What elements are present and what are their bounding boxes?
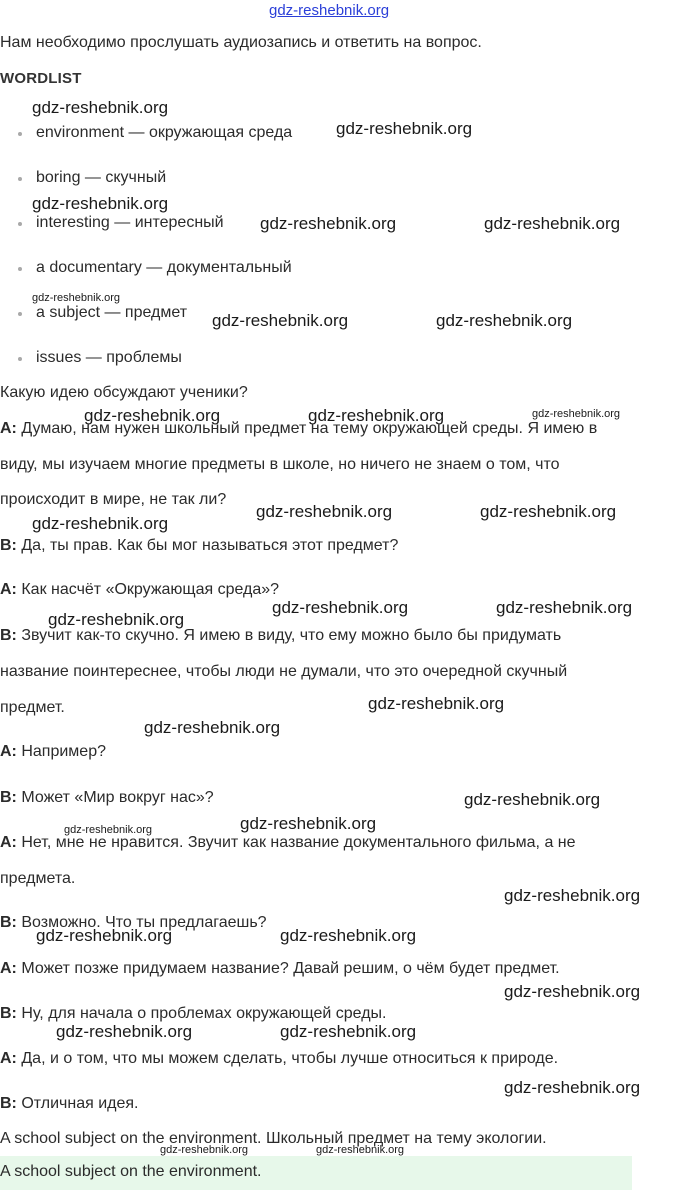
dialogue-text: название поинтереснее, чтобы люди не думали, что это очередной скучный [0,663,568,680]
wordlist-item: issues — проблемы [36,349,182,366]
watermark: gdz-reshebnik.org [32,98,169,117]
watermark: gdz-reshebnik.org [160,1144,249,1156]
dialogue-text: Может «Мир вокруг нас»? [21,789,214,806]
speaker-label: A: [0,1050,17,1067]
dialogue-text: Нет, мне не нравится. Звучит как название документального фильма, а не [21,834,576,851]
watermark: gdz-reshebnik.org [32,194,169,213]
watermark: gdz-reshebnik.org [212,311,349,330]
dialogue-text: виду, мы изучаем многие предметы в школе, но ничего не знаем о том, что [0,456,560,473]
dialogue-text: Ну, для начала о проблемах окружающей среды. [21,1005,387,1022]
watermark: gdz-reshebnik.org [32,292,121,304]
watermark: gdz-reshebnik.org [480,502,617,521]
dialogue-line [0,491,226,509]
dialogue-line [0,699,65,717]
watermark: gdz-reshebnik.org [504,982,641,1001]
bullet-icon [18,312,22,316]
dialogue-line [0,870,75,888]
watermark: gdz-reshebnik.org [308,406,445,425]
watermark: gdz-reshebnik.org [504,1078,641,1097]
dialogue-line [0,1095,139,1113]
watermark: gdz-reshebnik.org [272,598,409,617]
dialogue-line [0,663,567,681]
dialogue-line [0,789,214,807]
speaker-label: B: [0,789,17,806]
intro-text: Нам необходимо прослушать аудиозапись и ответить на вопрос. [0,34,482,51]
watermark: gdz-reshebnik.org [36,926,173,945]
dialogue-line [0,1050,558,1068]
wordlist-item: a subject — предмет [36,304,188,321]
watermark: gdz-reshebnik.org [280,926,417,945]
dialogue-text: предмет. [0,699,65,716]
watermark: gdz-reshebnik.org [484,214,621,233]
watermark: gdz-reshebnik.org [280,1022,417,1041]
speaker-label: B: [0,914,17,931]
translation-text: A school subject on the environment. Школьный предмет на тему экологии. [0,1130,547,1147]
wordlist-item: a documentary — документальный [36,259,292,276]
dialogue-line [0,834,576,852]
dialogue-text: Может позже придумаем название? Давай решим, о чём будет предмет. [21,960,560,977]
watermark: gdz-reshebnik.org [504,886,641,905]
watermark: gdz-reshebnik.org [56,1022,193,1041]
speaker-label: A: [0,834,17,851]
speaker-label: B: [0,627,17,644]
watermark: gdz-reshebnik.org [260,214,397,233]
bullet-icon [18,357,22,361]
watermark: gdz-reshebnik.org [32,514,169,533]
dialogue-line [0,537,398,555]
watermark: gdz-reshebnik.org [256,502,393,521]
dialogue-line [0,1005,386,1023]
dialogue-line [0,456,560,474]
dialogue-text: Например? [21,743,106,760]
bullet-icon [18,132,22,136]
watermark: gdz-reshebnik.org [368,694,505,713]
top-watermark-link[interactable]: gdz-reshebnik.org [269,2,390,19]
speaker-label: B: [0,537,17,554]
speaker-label: A: [0,581,17,598]
dialogue-text: Отличная идея. [21,1095,139,1112]
speaker-label: A: [0,420,17,437]
bullet-icon [18,222,22,226]
dialogue-text: Как насчёт «Окружающая среда»? [21,581,280,598]
wordlist-item: interesting — интересный [36,214,224,231]
speaker-label: B: [0,1005,17,1022]
watermark: gdz-reshebnik.org [64,824,153,836]
watermark: gdz-reshebnik.org [144,718,281,737]
dialogue-text: Звучит как-то скучно. Я имею в виду, что ему можно было бы придумать [21,627,562,644]
dialogue-line [0,960,560,978]
watermark: gdz-reshebnik.org [316,1144,405,1156]
speaker-label: A: [0,960,17,977]
bullet-icon [18,177,22,181]
watermark: gdz-reshebnik.org [84,406,221,425]
dialogue-text: предмета. [0,870,76,887]
dialogue-text: Думаю, нам нужен школьный предмет на тему окружающей среды. Я имею в [21,420,598,437]
dialogue-line [0,581,279,599]
watermark: gdz-reshebnik.org [48,610,185,629]
watermark: gdz-reshebnik.org [532,408,621,420]
bullet-icon [18,267,22,271]
watermark: gdz-reshebnik.org [464,790,601,809]
answer-text: A school subject on the environment. [0,1163,262,1180]
dialogue-text: происходит в мире, не так ли? [0,491,227,508]
watermark: gdz-reshebnik.org [436,311,573,330]
watermark: gdz-reshebnik.org [336,119,473,138]
watermark: gdz-reshebnik.org [240,814,377,833]
dialogue-text: Возможно. Что ты предлагаешь? [21,914,267,931]
watermark: gdz-reshebnik.org [496,598,633,617]
speaker-label: B: [0,1095,17,1112]
speaker-label: A: [0,743,17,760]
question-text: Какую идею обсуждают ученики? [0,384,248,401]
wordlist-title: WORDLIST [0,70,82,87]
dialogue-line [0,743,106,761]
dialogue-text: Да, и о том, что мы можем сделать, чтобы лучше относиться к природе. [21,1050,559,1067]
dialogue-text: Да, ты прав. Как бы мог называться этот предмет? [21,537,399,554]
wordlist-item: boring — скучный [36,169,167,186]
wordlist-item: environment — окружающая среда [36,124,293,141]
